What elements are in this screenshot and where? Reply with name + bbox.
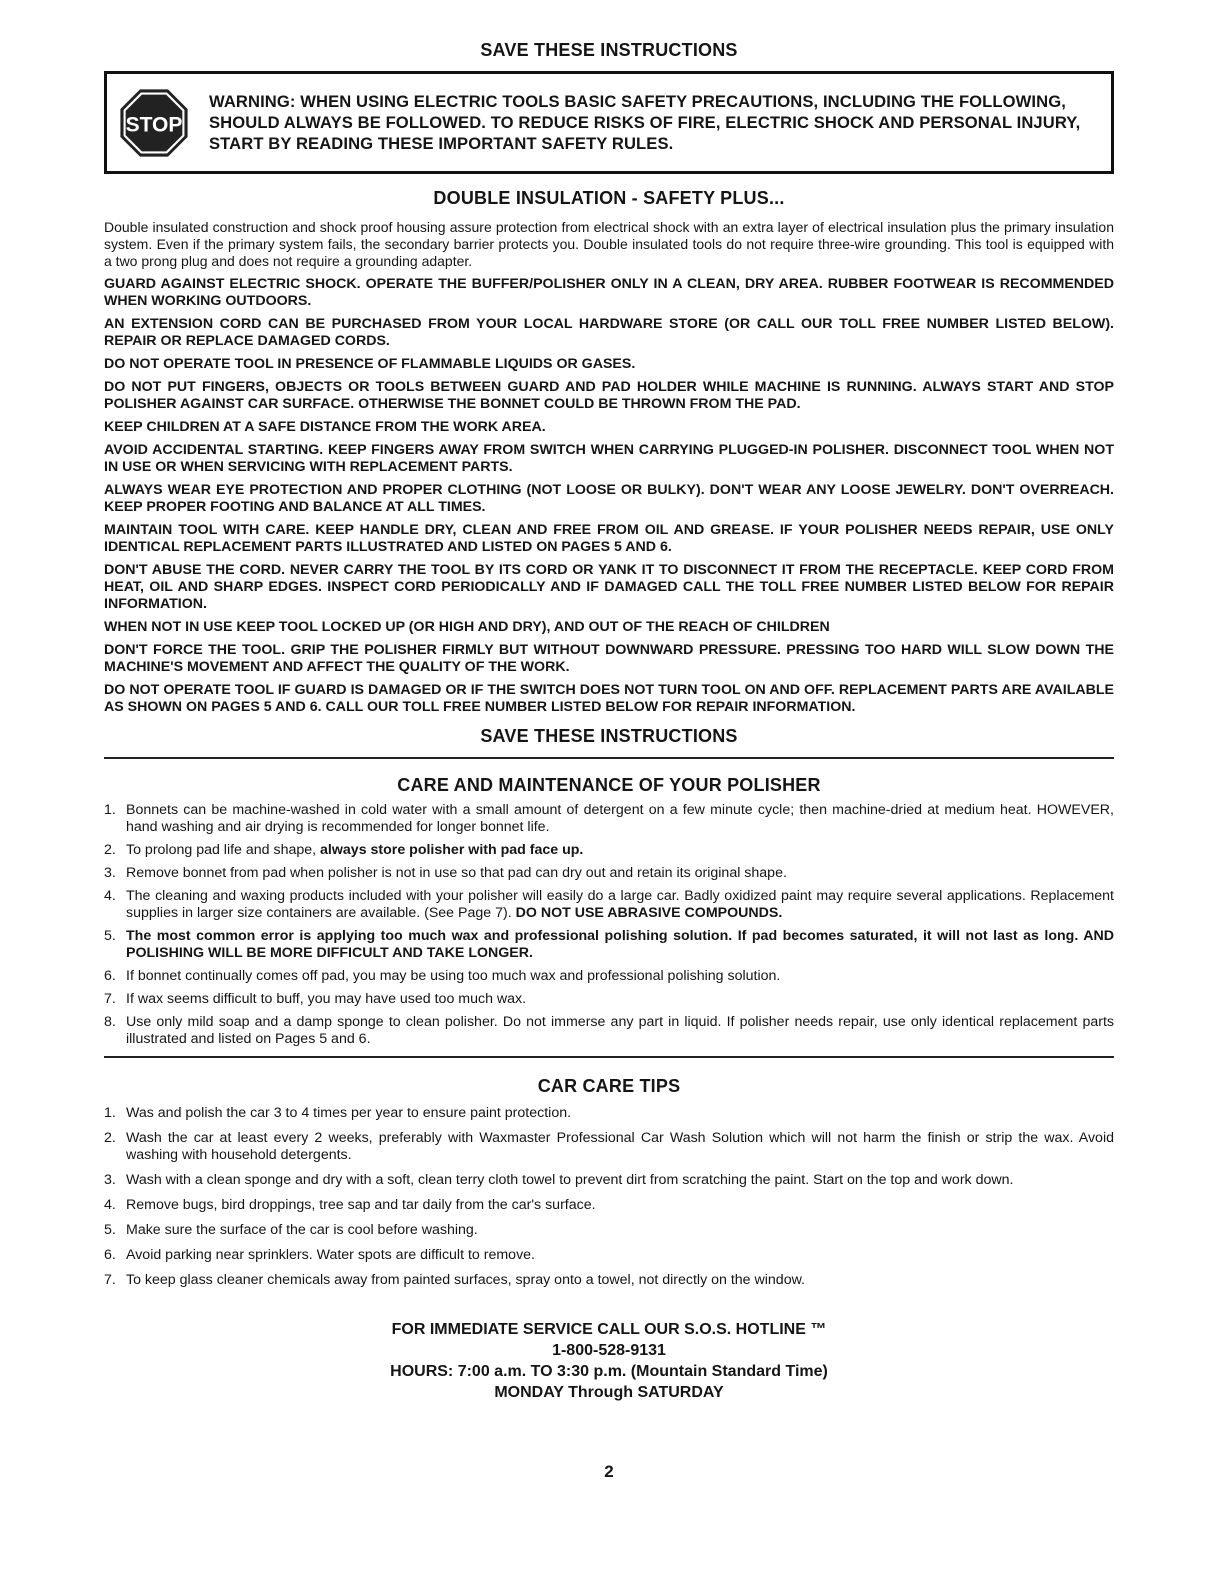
list-item-text: To prolong pad life and shape, <box>126 842 321 858</box>
list-item-text: Was and polish the car 3 to 4 times per year to ensure paint protection. <box>126 1105 572 1121</box>
care-maintenance-heading: CARE AND MAINTENANCE OF YOUR POLISHER <box>397 775 821 795</box>
hotline-hours: HOURS: 7:00 a.m. TO 3:30 p.m. (Mountain Standard Time) <box>390 1363 828 1380</box>
list-item-emphasis: The most common error is applying too much wax and professional polishing solution. If pad becomes saturated, it will not last as long. AND POLISHING WILL BE MORE DIFFICULT AND TAKE LONGER. <box>126 928 1114 961</box>
list-item <box>104 1197 1114 1214</box>
stop-sign-label: STOP <box>125 112 183 136</box>
list-item-text: Avoid parking near sprinklers. Water spots are difficult to remove. <box>126 1247 535 1263</box>
list-item-text: Wash with a clean sponge and dry with a soft, clean terry cloth towel to prevent dirt from scratching the paint. Start on the top and work down. <box>126 1172 1014 1188</box>
list-item <box>104 991 1114 1008</box>
list-item <box>104 1172 1114 1189</box>
car-care-tips-heading: CAR CARE TIPS <box>537 1076 681 1096</box>
list-item <box>104 888 1114 922</box>
list-item-text: To keep glass cleaner chemicals away from painted surfaces, spray onto a towel, not directly on the window. <box>126 1272 805 1288</box>
safety-rule: WHEN NOT IN USE KEEP TOOL LOCKED UP (OR HIGH AND DRY), AND OUT OF THE REACH OF CHILDREN <box>104 619 830 635</box>
safety-rule: GUARD AGAINST ELECTRIC SHOCK. OPERATE THE BUFFER/POLISHER ONLY IN A CLEAN, DRY AREA. RUBBER FOOTWEAR IS RECOMMENDED WHEN WORKING OUTDOORS. <box>104 276 1114 309</box>
hotline-title: FOR IMMEDIATE SERVICE CALL OUR S.O.S. HOTLINE ™ <box>391 1321 827 1338</box>
double-insulation-intro: Double insulated construction and shock proof housing assure protection from electrical shock with an extra layer of electrical insulation plus the primary insulation system. Even if the primary system fails, the secondary barrier protects you. Double insulated tools do not require three-wire grounding. This tool is equipped with a two prong plug and does not require a grounding adapter. <box>104 219 1114 269</box>
safety-rule: DO NOT OPERATE TOOL IF GUARD IS DAMAGED OR IF THE SWITCH DOES NOT TURN TOOL ON AND OFF. REPLACEMENT PARTS ARE AVAILABLE AS SHOWN ON PAGES 5 AND 6. CALL OUR TOLL FREE NUMBER LISTED BELOW FOR REPAIR INFORMATION. <box>104 682 1114 715</box>
stop-sign-icon <box>119 88 189 158</box>
double-insulation-heading: DOUBLE INSULATION - SAFETY PLUS... <box>433 188 785 208</box>
list-item-number: 4. <box>104 1197 116 1213</box>
list-item <box>104 1247 1114 1264</box>
list-item <box>104 1222 1114 1239</box>
list-item-number: 6. <box>104 968 116 984</box>
list-item-number: 2. <box>104 842 116 858</box>
list-item-number: 6. <box>104 1247 116 1263</box>
warning-text: WARNING: WHEN USING ELECTRIC TOOLS BASIC SAFETY PRECAUTIONS, INCLUDING THE FOLLOWING, SHOULD ALWAYS BE FOLLOWED. TO REDUCE RISKS OF FIRE, ELECTRIC SHOCK AND PERSONAL INJURY, START BY READING THESE IMPORTANT SAFETY RULES. <box>209 92 1081 153</box>
list-item-text: If bonnet continually comes off pad, you may be using too much wax and professional polishing solution. <box>126 968 781 984</box>
hotline-days: MONDAY Through SATURDAY <box>494 1384 724 1401</box>
list-item <box>104 1105 1114 1122</box>
list-item-number: 7. <box>104 1272 116 1288</box>
safety-rule: DON'T ABUSE THE CORD. NEVER CARRY THE TOOL BY ITS CORD OR YANK IT TO DISCONNECT IT FROM THE RECEPTACLE. KEEP CORD FROM HEAT, OIL AND SHARP EDGES. INSPECT CORD PERIODICALLY AND IF DAMAGED CALL THE TOLL FREE NUMBER LISTED BELOW FOR REPAIR INFORMATION. <box>104 562 1114 612</box>
hotline-phone: 1-800-528-9131 <box>552 1342 666 1359</box>
list-item-number: 5. <box>104 1222 116 1238</box>
list-item <box>104 1272 1114 1289</box>
section-divider <box>104 1056 1114 1058</box>
safety-rule: DO NOT PUT FINGERS, OBJECTS OR TOOLS BETWEEN GUARD AND PAD HOLDER WHILE MACHINE IS RUNNING. ALWAYS START AND STOP POLISHER AGAINST CAR SURFACE. OTHERWISE THE BONNET COULD BE THROWN FROM THE PAD. <box>104 379 1114 412</box>
safety-rules <box>104 276 1114 716</box>
safety-rule: MAINTAIN TOOL WITH CARE. KEEP HANDLE DRY, CLEAN AND FREE FROM OIL AND GREASE. IF YOUR POLISHER NEEDS REPAIR, USE ONLY IDENTICAL REPLACEMENT PARTS ILLUSTRATED AND LISTED ON PAGES 5 AND 6. <box>104 522 1114 555</box>
care-maintenance-list <box>104 802 1114 1048</box>
hotline-block <box>104 1319 1114 1403</box>
list-item-text: The cleaning and waxing products included with your polisher will easily do a large car. Badly oxidized paint may require several applications. Replacement supplies in larger size containers are available. (See Page 7). <box>126 888 1114 921</box>
list-item <box>104 968 1114 985</box>
list-item-text: Wash the car at least every 2 weeks, preferably with Waxmaster Professional Car Wash Solution which will not harm the finish or strip the wax. Avoid washing with household detergents. <box>126 1130 1114 1163</box>
safety-rule: AVOID ACCIDENTAL STARTING. KEEP FINGERS AWAY FROM SWITCH WHEN CARRYING PLUGGED-IN POLISHER. DISCONNECT TOOL WHEN NOT IN USE OR WHEN SERVICING WITH REPLACEMENT PARTS. <box>104 442 1114 475</box>
list-item-number: 8. <box>104 1014 116 1030</box>
list-item <box>104 1130 1114 1164</box>
list-item <box>104 1014 1114 1048</box>
safety-rule: ALWAYS WEAR EYE PROTECTION AND PROPER CLOTHING (NOT LOOSE OR BULKY). DON'T WEAR ANY LOOSE JEWELRY. DON'T OVERREACH. KEEP PROPER FOOTING AND BALANCE AT ALL TIMES. <box>104 482 1114 515</box>
list-item-text: Remove bugs, bird droppings, tree sap and tar daily from the car's surface. <box>126 1197 596 1213</box>
safety-rule: DON'T FORCE THE TOOL. GRIP THE POLISHER FIRMLY BUT WITHOUT DOWNWARD PRESSURE. PRESSING TOO HARD WILL SLOW DOWN THE MACHINE'S MOVEMENT AND AFFECT THE QUALITY OF THE WORK. <box>104 642 1114 675</box>
list-item-text: Remove bonnet from pad when polisher is not in use so that pad can dry out and retain its original shape. <box>126 865 787 881</box>
list-item-number: 3. <box>104 1172 116 1188</box>
list-item-text: Use only mild soap and a damp sponge to clean polisher. Do not immerse any part in liquid. If polisher needs repair, use only identical replacement parts illustrated and listed on Pages 5 and 6. <box>126 1014 1114 1047</box>
list-item-number: 1. <box>104 1105 116 1121</box>
safety-rule: KEEP CHILDREN AT A SAFE DISTANCE FROM THE WORK AREA. <box>104 419 546 435</box>
list-item-number: 2. <box>104 1130 116 1146</box>
list-item-text: Bonnets can be machine-washed in cold water with a small amount of detergent on a few minute cycle; then machine-dried at medium heat. HOWEVER, hand washing and air drying is recommended for longer bonnet life. <box>126 802 1114 835</box>
car-care-tips-list <box>104 1105 1114 1289</box>
safety-rule: DO NOT OPERATE TOOL IN PRESENCE OF FLAMMABLE LIQUIDS OR GASES. <box>104 356 636 372</box>
list-item-number: 7. <box>104 991 116 1007</box>
list-item <box>104 865 1114 882</box>
safety-rule: AN EXTENSION CORD CAN BE PURCHASED FROM YOUR LOCAL HARDWARE STORE (OR CALL OUR TOLL FREE NUMBER LISTED BELOW). REPAIR OR REPLACE DAMAGED CORDS. <box>104 316 1114 349</box>
section-divider <box>104 757 1114 759</box>
list-item-text: If wax seems difficult to buff, you may have used too much wax. <box>126 991 527 1007</box>
list-item-number: 3. <box>104 865 116 881</box>
list-item-number: 4. <box>104 888 116 904</box>
list-item <box>104 802 1114 836</box>
list-item-text: Make sure the surface of the car is cool before washing. <box>126 1222 478 1238</box>
manual-page <box>104 40 1114 1403</box>
save-instructions-footer-heading: SAVE THESE INSTRUCTIONS <box>480 726 738 746</box>
list-item <box>104 928 1114 962</box>
list-item-number: 5. <box>104 928 116 944</box>
save-instructions-heading: SAVE THESE INSTRUCTIONS <box>480 40 738 60</box>
list-item-number: 1. <box>104 802 116 818</box>
list-item-emphasis: always store polisher with pad face up. <box>320 842 584 858</box>
list-item-emphasis: DO NOT USE ABRASIVE COMPOUNDS. <box>515 905 783 921</box>
page-number: 2 <box>604 1462 614 1481</box>
warning-box <box>104 71 1114 174</box>
list-item <box>104 842 1114 859</box>
